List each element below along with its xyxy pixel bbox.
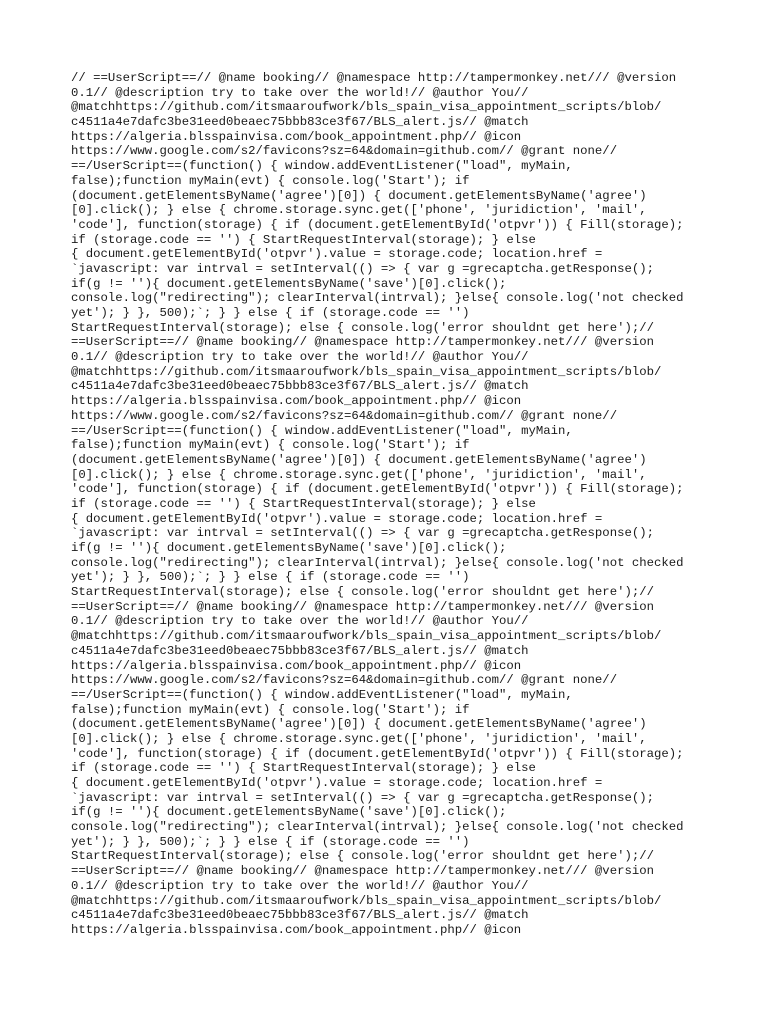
code-line: if (storage.code == '') { StartRequestInterval(storage); } else — [71, 761, 536, 776]
code-line: ==/UserScript==(function() { window.addEventListener("load", myMain, — [71, 687, 573, 702]
code-line: (document.getElementsByName('agree')[0]) { document.getElementsByName('agree') — [71, 188, 647, 203]
code-line: StartRequestInterval(storage); else { console.log('error shouldnt get here');// — [71, 585, 654, 600]
code-line: if (storage.code == '') { StartRequestInterval(storage); } else — [71, 232, 536, 247]
code-line: `javascript: var intrval = setInterval(() => { var g =grecaptcha.getResponse(); — [71, 526, 654, 541]
code-line: ==UserScript==// @name booking// @namespace http://tampermonkey.net/// @version — [71, 335, 654, 350]
code-line: 'code'], function(storage) { if (document.getElementById('otpvr')) { Fill(storage); — [71, 217, 684, 232]
code-line: https://algeria.blsspainvisa.com/book_appointment.php// @icon — [71, 394, 522, 409]
code-line: console.log("redirecting"); clearInterval(intrval); }else{ console.log('not checked — [71, 291, 684, 306]
code-line: @matchhttps://github.com/itsmaaroufwork/bls_spain_visa_appointment_scripts/blob/ — [71, 893, 662, 908]
code-line: c4511a4e7dafc3be31eed0beaec75bbb83ce3f67/BLS_alert.js// @match — [71, 115, 529, 130]
code-line: { document.getElementById('otpvr').value = storage.code; location.href = — [71, 511, 603, 526]
code-line: if(g != ''){ document.getElementsByName('save')[0].click(); — [71, 541, 507, 555]
code-line: c4511a4e7dafc3be31eed0beaec75bbb83ce3f67/BLS_alert.js// @match — [71, 643, 529, 658]
code-line: console.log("redirecting"); clearInterval(intrval); }else{ console.log('not checked — [71, 820, 684, 835]
code-line: @matchhttps://github.com/itsmaaroufwork/bls_spain_visa_appointment_scripts/blob/ — [71, 364, 662, 379]
code-line: { document.getElementById('otpvr').value = storage.code; location.href = — [71, 776, 603, 790]
code-line: ==UserScript==// @name booking// @namespace http://tampermonkey.net/// @version — [71, 599, 654, 614]
code-line: [0].click(); } else { chrome.storage.sync.get(['phone', 'juridiction', 'mail', — [71, 203, 647, 218]
code-line: [0].click(); } else { chrome.storage.sync.get(['phone', 'juridiction', 'mail', — [71, 731, 647, 746]
code-line: https://algeria.blsspainvisa.com/book_appointment.php// @icon — [71, 658, 522, 673]
code-line: (document.getElementsByName('agree')[0]) { document.getElementsByName('agree') — [71, 717, 647, 732]
code-line: StartRequestInterval(storage); else { console.log('error shouldnt get here');// — [71, 320, 654, 335]
code-line: 0.1// @description try to take over the world!// @author You// — [71, 85, 529, 100]
code-line: https://algeria.blsspainvisa.com/book_appointment.php// @icon — [71, 922, 522, 937]
code-line: `javascript: var intrval = setInterval(() => { var g =grecaptcha.getResponse(); — [71, 261, 654, 276]
code-line: false);function myMain(evt) { console.log('Start'); if — [71, 438, 470, 453]
code-line: // ==UserScript==// @name booking// @namespace http://tampermonkey.net/// @version — [71, 71, 677, 85]
code-line: if(g != ''){ document.getElementsByName('save')[0].click(); — [71, 805, 507, 820]
code-line: StartRequestInterval(storage); else { console.log('error shouldnt get here');// — [71, 849, 654, 864]
code-line: https://www.google.com/s2/favicons?sz=64&domain=github.com// @grant none// — [71, 144, 618, 159]
code-line: https://algeria.blsspainvisa.com/book_appointment.php// @icon — [71, 129, 522, 144]
code-line: 'code'], function(storage) { if (document.getElementById('otpvr')) { Fill(storage); — [71, 746, 684, 761]
code-line: @matchhttps://github.com/itsmaaroufwork/bls_spain_visa_appointment_scripts/blob/ — [71, 100, 662, 115]
code-text-block — [71, 71, 701, 938]
code-line: if (storage.code == '') { StartRequestInterval(storage); } else — [71, 496, 536, 511]
code-line: yet'); } }, 500);`; } } else { if (storage.code == '') — [71, 306, 470, 320]
code-line: false);function myMain(evt) { console.log('Start'); if — [71, 173, 470, 188]
code-line: ==/UserScript==(function() { window.addEventListener("load", myMain, — [71, 159, 573, 174]
code-line: 'code'], function(storage) { if (document.getElementById('otpvr')) { Fill(storage); — [71, 482, 684, 497]
code-line: 0.1// @description try to take over the world!// @author You// — [71, 614, 529, 629]
code-line: 0.1// @description try to take over the world!// @author You// — [71, 350, 529, 365]
code-line: https://www.google.com/s2/favicons?sz=64&domain=github.com// @grant none// — [71, 673, 618, 688]
code-line: ==UserScript==// @name booking// @namespace http://tampermonkey.net/// @version — [71, 864, 654, 879]
code-line: https://www.google.com/s2/favicons?sz=64&domain=github.com// @grant none// — [71, 408, 618, 423]
code-line: false);function myMain(evt) { console.log('Start'); if — [71, 702, 470, 717]
code-line: c4511a4e7dafc3be31eed0beaec75bbb83ce3f67/BLS_alert.js// @match — [71, 908, 529, 923]
code-line: @matchhttps://github.com/itsmaaroufwork/bls_spain_visa_appointment_scripts/blob/ — [71, 629, 662, 644]
code-line: c4511a4e7dafc3be31eed0beaec75bbb83ce3f67/BLS_alert.js// @match — [71, 379, 529, 394]
code-line: (document.getElementsByName('agree')[0]) { document.getElementsByName('agree') — [71, 452, 647, 467]
code-line: yet'); } }, 500);`; } } else { if (storage.code == '') — [71, 570, 470, 585]
code-line: yet'); } }, 500);`; } } else { if (storage.code == '') — [71, 834, 470, 849]
code-line: ==/UserScript==(function() { window.addEventListener("load", myMain, — [71, 423, 573, 438]
code-line: console.log("redirecting"); clearInterval(intrval); }else{ console.log('not checked — [71, 555, 684, 570]
code-line: { document.getElementById('otpvr').value = storage.code; location.href = — [71, 247, 603, 262]
code-line: `javascript: var intrval = setInterval(() => { var g =grecaptcha.getResponse(); — [71, 790, 654, 805]
code-line: 0.1// @description try to take over the world!// @author You// — [71, 878, 529, 893]
code-line: if(g != ''){ document.getElementsByName('save')[0].click(); — [71, 276, 507, 291]
code-line: [0].click(); } else { chrome.storage.sync.get(['phone', 'juridiction', 'mail', — [71, 467, 647, 482]
